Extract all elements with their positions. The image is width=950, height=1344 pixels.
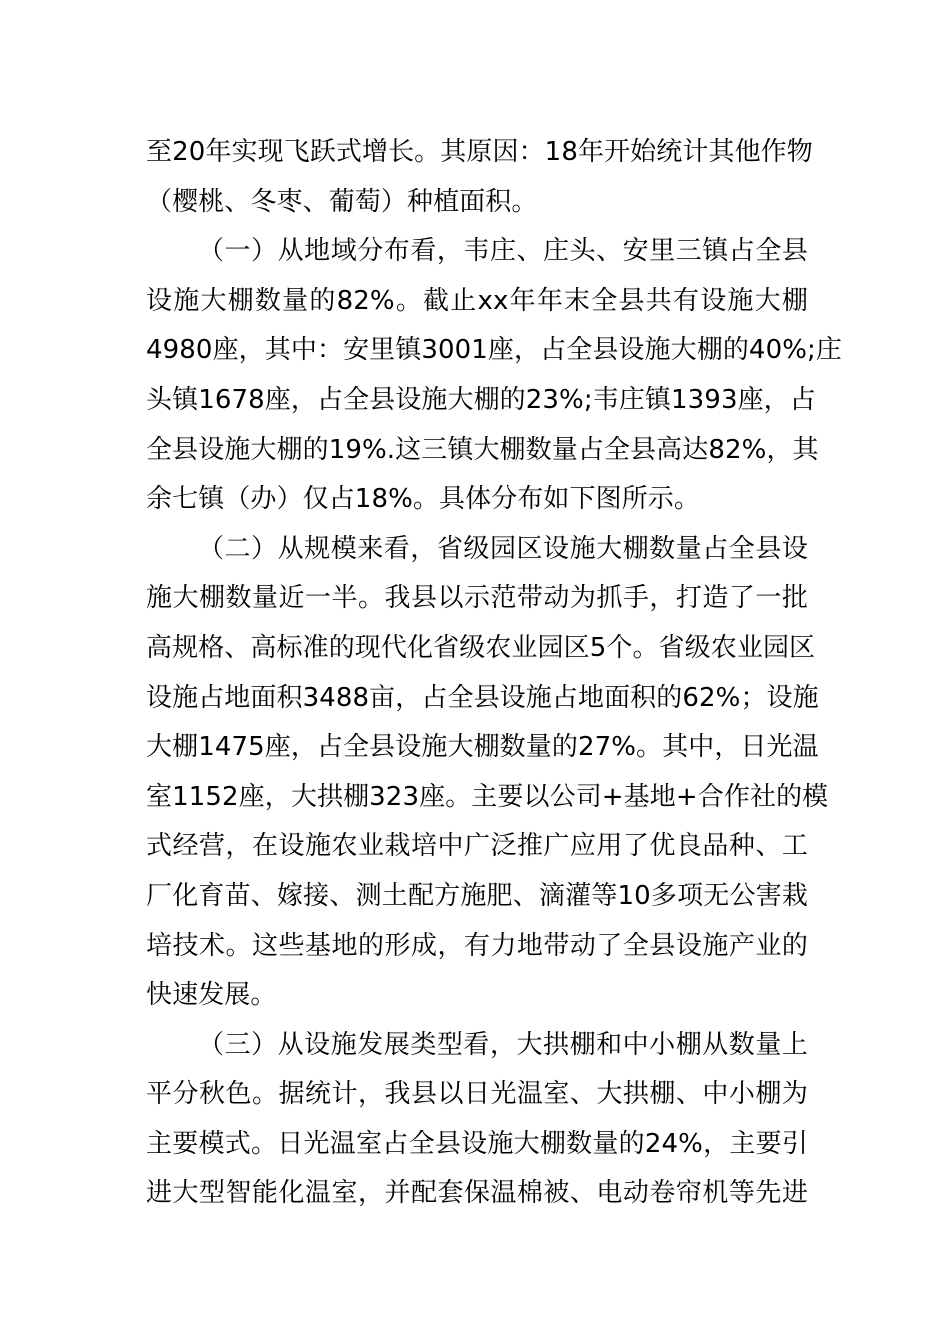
text-line: 式经营，在设施农业栽培中广泛推广应用了优良品种、工 [146,831,808,862]
paragraph-scale [146,525,829,1021]
text-line: 全县设施大棚的19%.这三镇大棚数量占全县高达82%，其 [146,434,819,465]
text-line: 施大棚数量近一半。我县以示范带动为抓手，打造了一批 [146,583,808,614]
text-line: 进大型智能化温室，并配套保温棉被、电动卷帘机等先进 [146,1178,808,1209]
text-line: 主要模式。日光温室占全县设施大棚数量的24%，主要引 [146,1128,808,1159]
text-line: 厂化育苗、嫁接、测土配方施肥、滴灌等10多项无公害栽 [146,880,808,911]
paragraph-facility-types [146,1021,808,1219]
text-line: 室1152座，大拱棚323座。主要以公司+基地+合作社的模 [146,781,829,812]
text-line: 培技术。这些基地的形成，有力地带动了全县设施产业的 [146,930,808,961]
text-line: 设施占地面积3488亩，占全县设施占地面积的62%；设施 [146,682,819,713]
text-line: 大棚1475座，占全县设施大棚数量的27%。其中，日光温 [146,732,819,763]
paragraph-regional-distribution [146,227,842,525]
text-line: 头镇1678座，占全县设施大棚的23%;韦庄镇1393座，占 [146,384,816,415]
text-line: （樱桃、冬枣、葡萄）种植面积。 [146,186,538,217]
text-line: 平分秋色。据统计，我县以日光温室、大拱棚、中小棚为 [146,1079,808,1110]
text-line: （一）从地域分布看，韦庄、庄头、安里三镇占全县 [198,236,808,267]
text-line: 至20年实现飞跃式增长。其原因：18年开始统计其他作物 [146,137,813,167]
body-text [146,128,842,1219]
text-line: （三）从设施发展类型看，大拱棚和中小棚从数量上 [198,1029,808,1060]
text-line: 高规格、高标准的现代化省级农业园区5个。省级农业园区 [146,632,816,663]
text-line: 余七镇（办）仅占18%。具体分布如下图所示。 [146,484,700,515]
text-line: 设施大棚数量的82%。截止xx年年末全县共有设施大棚 [146,285,808,316]
text-line: 4980座，其中：安里镇3001座，占全县设施大棚的40%;庄 [146,335,842,366]
text-line: （二）从规模来看，省级园区设施大棚数量占全县设 [198,533,808,564]
paragraph-continuation [146,128,813,227]
text-line: 快速发展。 [146,980,277,1011]
